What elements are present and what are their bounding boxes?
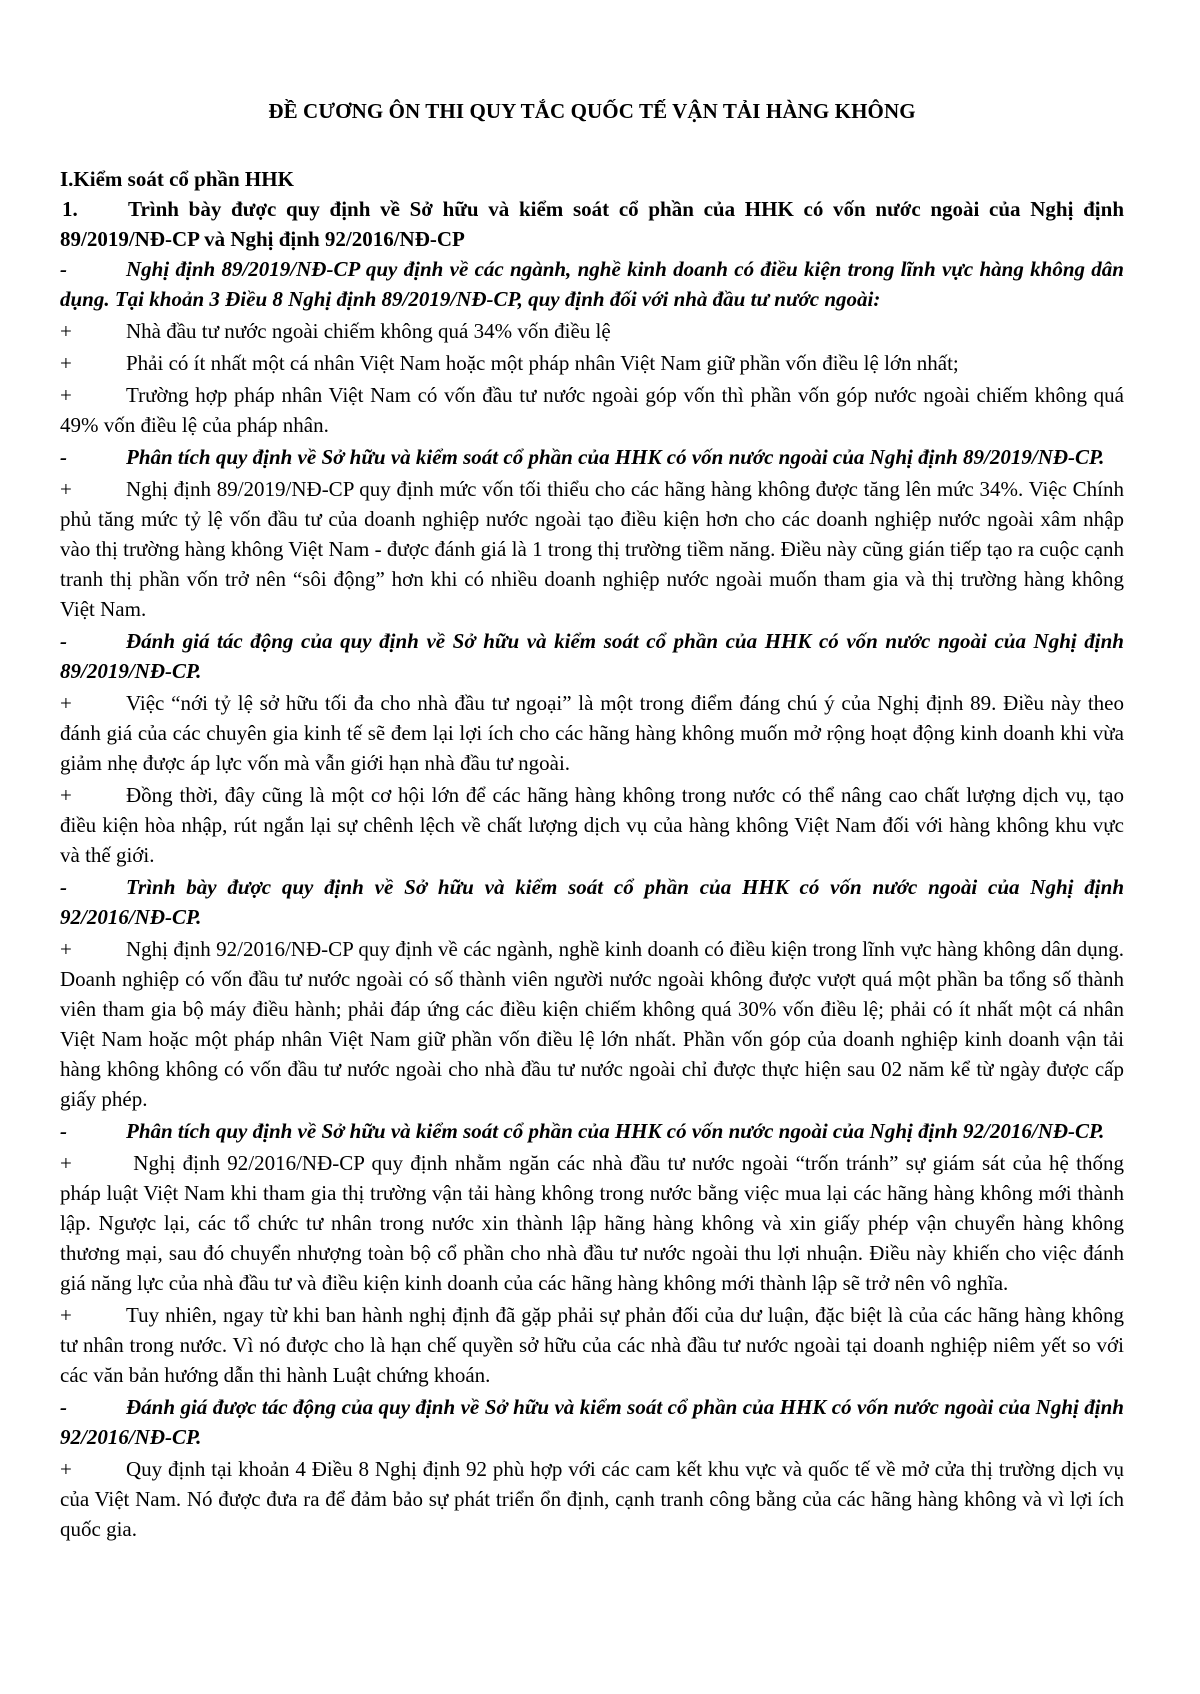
subheading-paragraph: [60, 626, 1124, 686]
plus-marker: +: [60, 1151, 72, 1175]
document-title: ĐỀ CƯƠNG ÔN THI QUY TẮC QUỐC TẾ VẬN TẢI HÀNG KHÔNG: [268, 99, 916, 123]
bullet-paragraph: [60, 348, 1124, 378]
bullet-paragraph: [60, 316, 1124, 346]
paragraph-text: Nghị định 92/2016/NĐ-CP quy định nhằm ngăn các nhà đầu tư nước ngoài “trốn tránh” sự giám sát của hệ thống pháp luật Việt Nam khi tham gia thị trường vận tải hàng không trong nước bằng việc mua lại các hãng hàng không mới thành lập. Ngược lại, các tổ chức tư nhân trong nước xin thành lập hãng hàng không và xin giấy phép vận chuyển hàng không thương mại, sau đó chuyển nhượng toàn bộ cổ phần cho nhà đầu tư nước ngoài thu lợi nhuận. Điều này khiến cho việc đánh giá năng lực của nhà đầu tư và điều kiện kinh doanh của các hãng hàng không mới thành lập sẽ trở nên vô nghĩa.: [60, 1151, 1124, 1295]
plus-marker: +: [60, 783, 72, 807]
bullet-paragraph: [60, 934, 1124, 1114]
paragraph-text: Đồng thời, đây cũng là một cơ hội lớn để các hãng hàng không trong nước có thể nâng cao chất lượng dịch vụ, tạo điều kiện hòa nhập, rút ngắn lại sự chênh lệch về chất lượng dịch vụ của hàng không Việt Nam đối với hàng không khu vực và thế giới.: [60, 783, 1124, 867]
paragraph-text: Đánh giá tác động của quy định về Sở hữu và kiểm soát cổ phần của HHK có vốn nước ngoài của Nghị định 89/2019/NĐ-CP.: [60, 629, 1124, 683]
plus-marker: +: [60, 691, 72, 715]
plus-marker: +: [60, 1457, 72, 1481]
subheading-paragraph: [60, 442, 1124, 472]
paragraph-text: Tuy nhiên, ngay từ khi ban hành nghị định đã gặp phải sự phản đối của dư luận, đặc biệt là của các hãng hàng không tư nhân trong nước. Vì nó được cho là hạn chế quyền sở hữu của các nhà đầu tư nước ngoài tại doanh nghiệp niêm yết so với các văn bản hướng dẫn thi hành Luật chứng khoán.: [60, 1303, 1124, 1387]
paragraph-text: Phân tích quy định về Sở hữu và kiểm soát cổ phần của HHK có vốn nước ngoài của Nghị định 92/2016/NĐ-CP.: [126, 1119, 1105, 1143]
plus-marker: +: [60, 1303, 72, 1327]
subheading-paragraph: [60, 1116, 1124, 1146]
dash-marker: -: [60, 1119, 67, 1143]
dash-marker: -: [60, 445, 67, 469]
bullet-paragraph: [60, 688, 1124, 778]
bullet-paragraph: [60, 1454, 1124, 1544]
question-heading: [60, 194, 1124, 254]
bullet-paragraph: [60, 1148, 1124, 1298]
bullet-paragraph: [60, 474, 1124, 624]
plus-marker: +: [60, 383, 72, 407]
subheading-paragraph: [60, 1392, 1124, 1452]
bullet-paragraph: [60, 1300, 1124, 1390]
paragraph-text: Phải có ít nhất một cá nhân Việt Nam hoặc một pháp nhân Việt Nam giữ phần vốn điều lệ lớn nhất;: [126, 351, 959, 375]
paragraph-text: Việc “nới tỷ lệ sở hữu tối đa cho nhà đầu tư ngoại” là một trong điểm đáng chú ý của Nghị định 89. Điều này theo đánh giá của các chuyên gia kinh tế sẽ đem lại lợi ích cho các hãng hàng không muốn mở rộng hoạt động kinh doanh khi vừa giảm nhẹ được áp lực vốn mà vẫn giới hạn nhà đầu tư ngoài.: [60, 691, 1124, 775]
plus-marker: +: [60, 319, 72, 343]
paragraph-text: Trình bày được quy định về Sở hữu và kiểm soát cổ phần của HHK có vốn nước ngoài của Nghị định 92/2016/NĐ-CP.: [60, 875, 1124, 929]
plus-marker: +: [60, 477, 72, 501]
dash-marker: -: [60, 875, 67, 899]
dash-marker: -: [60, 1395, 67, 1419]
paragraph-text: Nhà đầu tư nước ngoài chiếm không quá 34% vốn điều lệ: [126, 319, 611, 343]
subheading-paragraph: [60, 872, 1124, 932]
paragraph-text: Nghị định 92/2016/NĐ-CP quy định về các ngành, nghề kinh doanh có điều kiện trong lĩnh vực hàng không dân dụng. Doanh nghiệp có vốn đầu tư nước ngoài có số thành viên người nước ngoài không được vượt quá một phần ba tổng số thành viên tham gia bộ máy điều hành; phải đáp ứng các điều kiện chiếm không quá 30% vốn điều lệ; phải có ít nhất một cá nhân Việt Nam hoặc một pháp nhân Việt Nam giữ phần vốn điều lệ lớn nhất. Phần vốn góp của doanh nghiệp kinh doanh vận tải hàng không không có vốn đầu tư nước ngoài cho nhà đầu tư nước ngoài chỉ được thực hiện sau 02 năm kể từ ngày được cấp giấy phép.: [60, 937, 1124, 1111]
paragraph-text: Đánh giá được tác động của quy định về Sở hữu và kiểm soát cổ phần của HHK có vốn nước ngoài của Nghị định 92/2016/NĐ-CP.: [60, 1395, 1124, 1449]
dash-marker: -: [60, 629, 67, 653]
bullet-paragraph: [60, 780, 1124, 870]
subheading-paragraph: [60, 254, 1124, 314]
paragraph-text: Nghị định 89/2019/NĐ-CP quy định về các ngành, nghề kinh doanh có điều kiện trong lĩnh vực hàng không dân dụng. Tại khoản 3 Điều 8 Nghị định 89/2019/NĐ-CP, quy định đối với nhà đầu tư nước ngoài:: [60, 257, 1124, 311]
bullet-paragraph: [60, 380, 1124, 440]
section-heading: I.Kiểm soát cổ phần HHK: [60, 167, 294, 191]
paragraph-text: Quy định tại khoản 4 Điều 8 Nghị định 92 phù hợp với các cam kết khu vực và quốc tế về mở cửa thị trường dịch vụ của Việt Nam. Nó được đưa ra để đảm bảo sự phát triển ổn định, cạnh tranh công bằng của các hãng hàng không và vì lợi ích quốc gia.: [60, 1457, 1124, 1541]
question-number: 1.: [62, 197, 78, 221]
plus-marker: +: [60, 937, 72, 961]
paragraph-list: [60, 254, 1124, 1544]
plus-marker: +: [60, 351, 72, 375]
paragraph-text: Phân tích quy định về Sở hữu và kiểm soát cổ phần của HHK có vốn nước ngoài của Nghị định 89/2019/NĐ-CP.: [126, 445, 1105, 469]
question-text: Trình bày được quy định về Sở hữu và kiểm soát cổ phần của HHK có vốn nước ngoài của Nghị định 89/2019/NĐ-CP và Nghị định 92/2016/NĐ-CP: [60, 197, 1124, 251]
paragraph-text: Nghị định 89/2019/NĐ-CP quy định mức vốn tối thiểu cho các hãng hàng không được tăng lên mức 34%. Việc Chính phủ tăng mức tỷ lệ vốn đầu tư của doanh nghiệp nước ngoài tạo điều kiện hơn cho các doanh nghiệp nước ngoài xâm nhập vào thị trường hàng không Việt Nam - được đánh giá là 1 trong thị trường tiềm năng. Điều này cũng gián tiếp tạo ra cuộc cạnh tranh thị phần vốn trở nên “sôi động” hơn khi có nhiều doanh nghiệp nước ngoài muốn tham gia và thị trường hàng không Việt Nam.: [60, 477, 1124, 621]
dash-marker: -: [60, 257, 67, 281]
paragraph-text: Trường hợp pháp nhân Việt Nam có vốn đầu tư nước ngoài góp vốn thì phần vốn góp nước ngoài chiếm không quá 49% vốn điều lệ của pháp nhân.: [60, 383, 1124, 437]
